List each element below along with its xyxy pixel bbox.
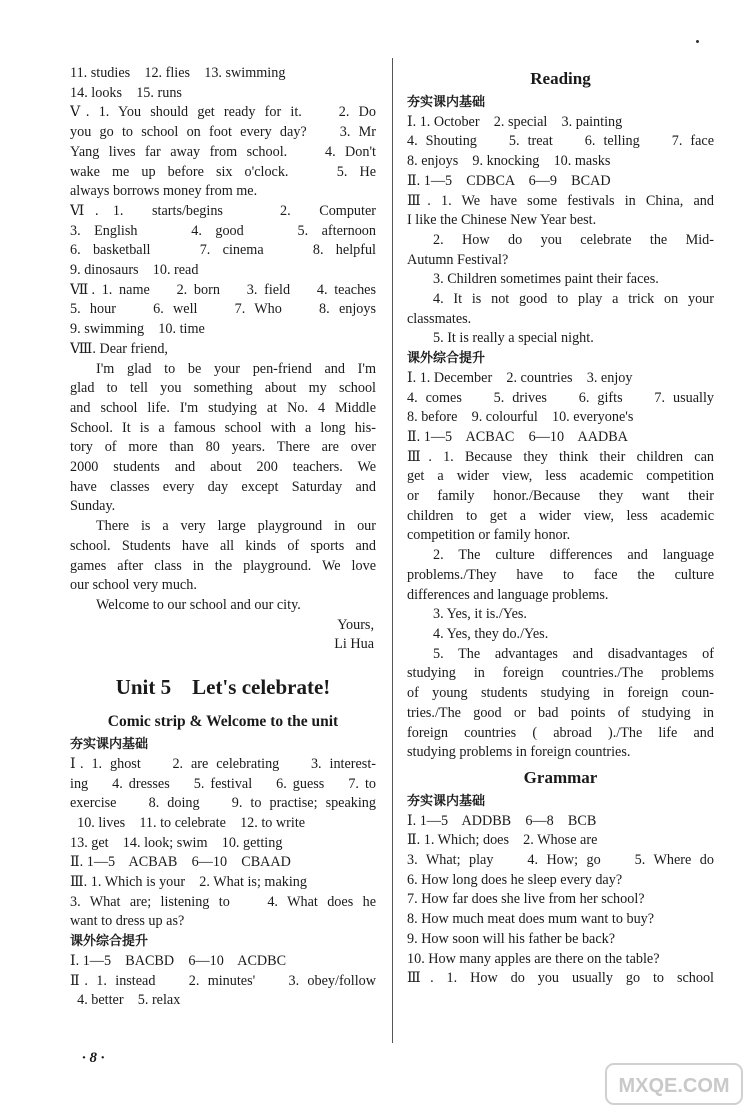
text-line: differences and language problems. [407, 586, 609, 603]
text-line: Sunday. [70, 498, 116, 515]
text-line: Ⅱ. 1. instead 2. minutes' 3. obey/follow [70, 972, 376, 989]
text-line: have classes every day except Saturday and [70, 478, 376, 495]
text-line: 14. looks 15. runs [70, 84, 182, 101]
page-number: · 8 · [82, 1050, 105, 1066]
text-line: Ⅰ. 1. December 2. countries 3. enjoy [407, 369, 633, 386]
text-line: 3. What are; listening to 4. What does he [70, 893, 376, 910]
text-line: Ⅴ. 1. You should get ready for it. 2. Do [70, 104, 376, 121]
text-line: foreign countries ( abroad )./The life and [407, 724, 714, 741]
text-line: Ⅱ. 1—5 CDBCA 6—9 BCAD [407, 172, 611, 189]
text-line: ing 4. dresses 5. festival 6. guess 7. to [70, 775, 376, 792]
text-line: 3. Yes, it is./Yes. [433, 606, 527, 623]
text-line: 2. How do you celebrate the Mid- [433, 231, 714, 248]
text-line: always borrows money from me. [70, 183, 258, 200]
svg-text:MXQE.COM: MXQE.COM [618, 1075, 730, 1097]
text-line: Ⅶ. 1. name 2. born 3. field 4. teaches [70, 281, 376, 298]
watermark-logo [604, 1062, 744, 1106]
text-line: Ⅰ. 1—5 BACBD 6—10 ACDBC [70, 952, 287, 969]
text-line: 13. get 14. look; swim 10. getting [70, 834, 283, 851]
text-line: Autumn Festival? [407, 251, 509, 268]
text-line: our school very much. [70, 577, 197, 594]
section-title: Grammar [523, 767, 598, 787]
chinese-heading: 课外综合提升 [70, 934, 149, 950]
text-line: children to get a wider view, less academic [407, 507, 714, 524]
text-line: 6. basketball 7. cinema 8. helpful [70, 242, 376, 259]
text-line: There is a very large playground in our [96, 518, 376, 535]
text-line: get a wider view, less academic competition [407, 468, 714, 485]
column-divider [392, 58, 393, 1043]
text-line: want to dress up as? [70, 913, 185, 930]
text-line: 2000 students and about 200 teachers. We [70, 459, 376, 476]
text-line: 3. What; play 4. How; go 5. Where do [407, 852, 714, 869]
unit-title: Unit 5 Let's celebrate! [115, 675, 331, 700]
text-line: Ⅷ. Dear friend, [70, 340, 168, 357]
text-line: competition or family honor. [407, 527, 571, 544]
text-line: Ⅲ. 1. Because they think their children can [407, 448, 714, 465]
text-line: I like the Chinese New Year best. [407, 212, 597, 229]
text-line: 9. swimming 10. time [70, 321, 205, 338]
text-line: of young students studying in foreign coun- [407, 685, 714, 702]
text-line: 8. How much meat does mum want to buy? [407, 911, 655, 928]
text-line: 6. How long does he sleep every day? [407, 871, 623, 888]
text-line: and school life. I'm studying at No. 4 Middle [70, 399, 376, 416]
chinese-heading: 课外综合提升 [407, 351, 486, 367]
section-title: Reading [530, 69, 591, 88]
text-line: exercise 8. doing 9. to practise; speaking [70, 795, 376, 812]
text-line: school. Students have all kinds of sports and [70, 537, 376, 554]
text-line: Yang lives far away from school. 4. Don't [70, 143, 376, 160]
text-line: Ⅲ. 1. We have some festivals in China, and [407, 192, 714, 209]
text-line: 2. The culture differences and language [433, 547, 714, 564]
text-line: Welcome to our school and our city. [96, 596, 301, 613]
right-column [407, 64, 714, 989]
text-line: Yours, [337, 616, 374, 633]
page-mark [696, 40, 699, 43]
text-line: Ⅱ. 1—5 ACBAB 6—10 CBAAD [70, 854, 291, 871]
text-line: Ⅱ. 1. Which; does 2. Whose are [407, 832, 598, 849]
text-line: games after class in the playground. We love [70, 557, 376, 574]
text-line: 5. hour 6. well 7. Who 8. enjoys [70, 301, 376, 318]
text-line: wake me up before six o'clock. 5. He [70, 163, 376, 180]
text-line: Li Hua [334, 636, 374, 653]
text-line: 11. studies 12. flies 13. swimming [70, 65, 286, 81]
text-line: Ⅱ. 1—5 ACBAC 6—10 AADBA [407, 428, 628, 445]
chinese-heading: 夯实课内基础 [407, 95, 486, 110]
text-line: 4. Yes, they do./Yes. [433, 625, 549, 642]
text-line: 5. It is really a special night. [433, 330, 594, 347]
text-line: tory of more than 80 years. There are over [70, 439, 376, 456]
text-line: Ⅲ. 1. How do you usually go to school [407, 970, 714, 987]
chinese-heading: 夯实课内基础 [70, 737, 149, 753]
section-subtitle: Comic strip & Welcome to the unit [107, 713, 339, 731]
text-line: Ⅰ. 1. ghost 2. are celebrating 3. interest- [70, 755, 376, 772]
text-line: 10. How many apples are there on the table? [407, 950, 660, 967]
text-line: tries./The good or bad points of studying in [407, 704, 714, 721]
text-line: 4. Shouting 5. treat 6. telling 7. face [407, 133, 714, 150]
text-line: 7. How far does she live from her school? [407, 891, 645, 908]
text-line: studying problems in foreign countries. [407, 744, 631, 761]
text-line: problems./They have to face the culture [407, 566, 714, 583]
text-line: 8. before 9. colourful 10. everyone's [407, 409, 634, 426]
text-line: 3. English 4. good 5. afternoon [70, 222, 376, 239]
left-column [70, 64, 376, 1011]
text-line: 9. How soon will his father be back? [407, 930, 616, 947]
text-line: glad to tell you something about my school [70, 380, 376, 397]
text-line: 9. dinosaurs 10. read [70, 262, 199, 279]
text-line: 3. Children sometimes paint their faces. [433, 271, 659, 288]
text-line: Ⅰ. 1—5 ADDBB 6—8 BCB [407, 812, 597, 829]
text-line: School. It is a famous school with a long his- [70, 419, 376, 436]
text-line: classmates. [407, 310, 472, 327]
text-line: 10. lives 11. to celebrate 12. to write [70, 814, 306, 831]
text-line: Ⅵ. 1. starts/begins 2. Computer [70, 202, 376, 219]
text-line: you go to school on foot every day? 3. Mr [70, 124, 376, 141]
text-line: studying in foreign countries./The problems [407, 665, 714, 682]
text-line: 5. The advantages and disadvantages of [433, 645, 714, 662]
text-line: 8. enjoys 9. knocking 10. masks [407, 153, 611, 170]
text-line: Ⅲ. 1. Which is your 2. What is; making [70, 874, 307, 891]
text-line: or family honor./Because they want their [407, 488, 714, 505]
text-line: 4. comes 5. drives 6. gifts 7. usually [407, 389, 714, 406]
text-line: 4. better 5. relax [70, 992, 181, 1009]
text-line: I'm glad to be your pen-friend and I'm [96, 360, 376, 377]
text-line: Ⅰ. 1. October 2. special 3. painting [407, 113, 623, 130]
chinese-heading: 夯实课内基础 [407, 793, 486, 809]
text-line: 4. It is not good to play a trick on your [433, 291, 714, 308]
